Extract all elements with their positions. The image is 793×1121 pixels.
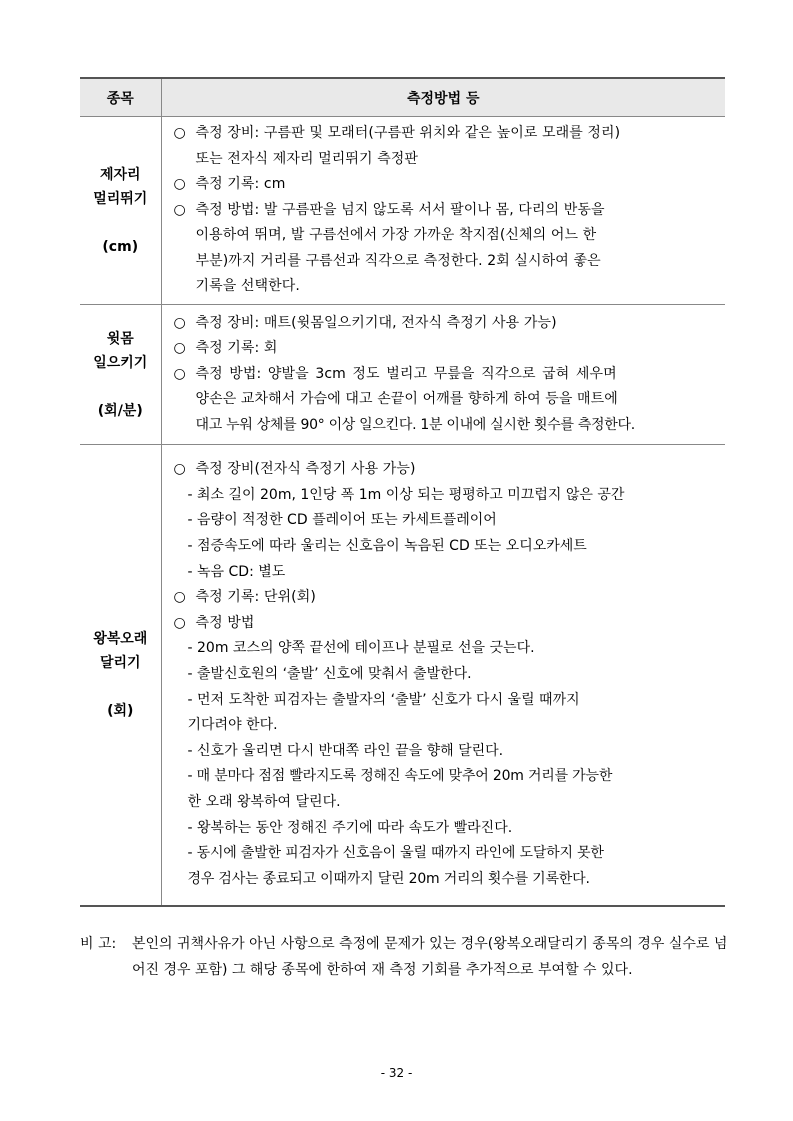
table-row — [80, 445, 725, 906]
method-line: - 점증속도에 따라 울리는 신호음이 녹음된 CD 또는 오디오카세트 — [187, 537, 587, 554]
method-line: ○ 측정 방법 — [173, 614, 255, 631]
method-cell — [161, 305, 725, 445]
event-name-line: 윗몸 — [106, 330, 134, 347]
method-cell — [161, 445, 725, 906]
event-cell — [80, 117, 161, 305]
event-name-line: 제자리 — [99, 166, 141, 183]
method-line: ○ 측정 기록: 회 — [173, 340, 278, 357]
method-line: 한 오래 왕복하여 달린다. — [187, 793, 341, 810]
method-line: - 최소 길이 20m, 1인당 폭 1m 이상 되는 평평하고 미끄럽지 않은 공간 — [187, 486, 625, 503]
remark-label: 비 고: — [80, 936, 117, 952]
method-line: 또는 전자식 제자리 멀리뛰기 측정판 — [195, 150, 419, 167]
page-number: - 32 - — [380, 1066, 413, 1080]
method-line: - 왕복하는 동안 정해진 주기에 따라 속도가 빨라진다. — [187, 819, 513, 836]
method-line: 경우 검사는 종료되고 이때까지 달린 20m 거리의 횟수를 기록한다. — [187, 870, 590, 887]
method-line: ○ 측정 기록: cm — [173, 176, 286, 193]
method-line: 부분)까지 거리를 구름선과 직각으로 측정한다. 2회 실시하여 좋은 — [195, 252, 601, 269]
method-line: - 신호가 울리면 다시 반대쪽 라인 끝을 향해 달린다. — [187, 742, 504, 759]
event-name-line: 왕복오래 — [93, 630, 148, 647]
event-unit: (회/분) — [97, 402, 143, 419]
method-line: - 동시에 출발한 피검자가 신호음이 울릴 때까지 라인에 도달하지 못한 — [187, 845, 604, 862]
table-header-row — [80, 78, 725, 117]
method-line: ○ 측정 장비: 매트(윗몸일으키기대, 전자식 측정기 사용 가능) — [173, 314, 557, 331]
method-line: 이용하여 뛰며, 발 구름선에서 가장 가까운 착지점(신체의 어느 한 — [195, 227, 597, 244]
event-unit: (회) — [107, 702, 134, 719]
remark-text: 본인의 귀책사유가 아닌 사항으로 측정에 문제가 있는 경우(왕복오래달리기 종목의 경우 실수로 넘어진 경우 포함) 그 해당 종목에 한하여 재 측정 기회를 추가적으로 부여할 수 있다. — [132, 936, 728, 978]
measurement-table — [80, 77, 725, 907]
event-cell — [80, 445, 161, 906]
method-line: 기다려야 한다. — [187, 717, 278, 734]
method-cell — [161, 117, 725, 305]
method-line: - 음량이 적정한 CD 플레이어 또는 카세트플레이어 — [187, 512, 497, 529]
method-line: - 20m 코스의 양쪽 끝선에 테이프나 분필로 선을 긋는다. — [187, 640, 535, 657]
method-line: 양손은 교차해서 가슴에 대고 손끝이 어깨를 향하게 하여 등을 매트에 — [195, 391, 618, 408]
table-row — [80, 117, 725, 305]
table-row — [80, 305, 725, 445]
method-line: ○ 측정 기록: 단위(회) — [173, 589, 316, 606]
method-line: - 먼저 도착한 피검자는 출발자의 ‘출발’ 신호가 다시 울릴 때까지 — [187, 691, 580, 708]
remark-note — [80, 931, 730, 983]
event-cell — [80, 305, 161, 445]
event-name-line: 멀리뛰기 — [93, 190, 148, 207]
method-line: ○ 측정 방법: 발 구름판을 넘지 않도록 서서 팔이나 몸, 다리의 반동을 — [173, 201, 605, 218]
event-name-line: 달리기 — [99, 654, 141, 671]
event-name-line: 일으키기 — [93, 354, 148, 371]
method-line: ○ 측정 장비: 구름판 및 모래터(구름판 위치와 같은 높이로 모래를 정리) — [173, 124, 621, 141]
event-unit: (cm) — [102, 238, 139, 255]
method-line: 대고 누워 상체를 90° 이상 일으킨다. 1분 이내에 실시한 횟수를 측정한다. — [195, 416, 635, 433]
header-event: 종목 — [80, 78, 161, 117]
method-line: ○ 측정 장비(전자식 측정기 사용 가능) — [173, 461, 416, 478]
header-method: 측정방법 등 — [161, 78, 725, 117]
method-line: - 출발신호원의 ‘출발’ 신호에 맞춰서 출발한다. — [187, 665, 472, 682]
method-line: ○ 측정 방법: 양발을 3cm 정도 벌리고 무릎을 직각으로 굽혀 세우며 — [173, 365, 617, 382]
method-line: 기록을 선택한다. — [195, 278, 300, 295]
method-line: - 녹음 CD: 별도 — [187, 563, 286, 580]
method-line: - 매 분마다 점점 빨라지도록 정해진 속도에 맞추어 20m 거리를 가능한 — [187, 768, 613, 785]
